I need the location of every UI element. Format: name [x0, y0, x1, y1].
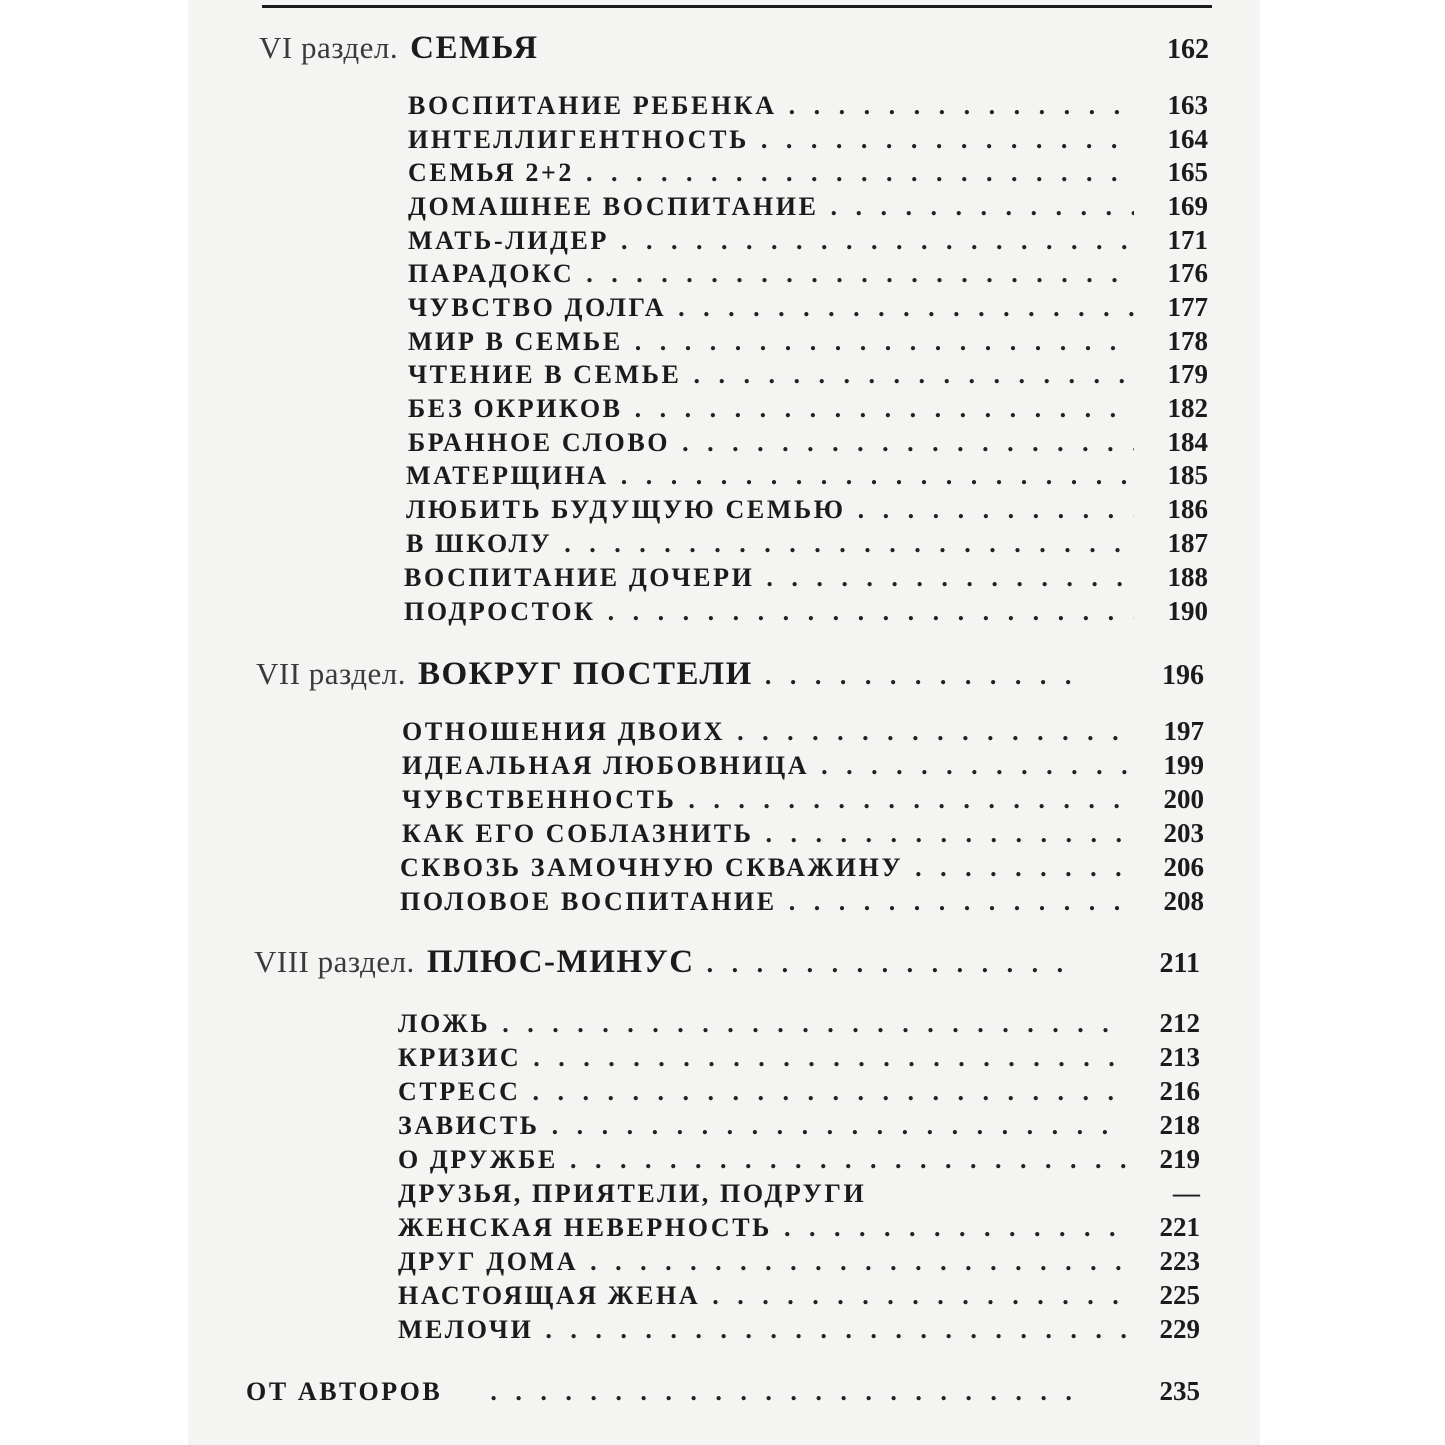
page-number: 178	[1167, 326, 1208, 356]
section-prefix: VI раздел.	[259, 30, 399, 65]
page-number: 216	[1159, 1076, 1200, 1106]
dot-leader	[590, 1247, 1126, 1277]
dot-leader	[533, 1077, 1127, 1107]
toc-entry	[406, 528, 1208, 560]
entry-title: СЕМЬЯ 2+2	[408, 158, 574, 187]
toc-entry	[408, 359, 1208, 391]
toc-entry-afterword	[246, 1376, 1200, 1408]
page-number: —	[1173, 1178, 1200, 1208]
page-number: 162	[1167, 34, 1209, 65]
toc-entry	[398, 1314, 1200, 1346]
toc-entry	[400, 886, 1204, 918]
entry-title: ДРУГ ДОМА	[398, 1247, 579, 1276]
page-number: 221	[1159, 1212, 1200, 1242]
dot-leader	[712, 1281, 1126, 1311]
page-number: 219	[1159, 1144, 1200, 1174]
dot-leader	[608, 597, 1134, 627]
dot-leader	[789, 887, 1130, 917]
entry-title: ЗАВИСТЬ	[398, 1111, 540, 1140]
toc-entry	[398, 1110, 1200, 1142]
dot-leader	[545, 1315, 1126, 1345]
toc-entry	[398, 1042, 1200, 1074]
toc-entry	[402, 818, 1204, 850]
entry-title: БЕЗ ОКРИКОВ	[408, 394, 623, 423]
page-number: 163	[1167, 90, 1208, 120]
toc-entry	[402, 784, 1204, 816]
entry-title: ПОДРОСТОК	[404, 597, 596, 626]
page-number: 187	[1167, 528, 1208, 558]
dot-leader	[821, 751, 1130, 781]
page-number: 206	[1163, 852, 1204, 882]
section-title: ВОКРУГ ПОСТЕЛИ	[417, 656, 753, 692]
page-number: 177	[1167, 292, 1208, 322]
toc-entry	[400, 852, 1204, 884]
entry-title: МАТЕРЩИНА	[406, 461, 609, 490]
dot-leader	[831, 192, 1134, 222]
dot-leader	[789, 91, 1134, 121]
dot-leader	[570, 1145, 1126, 1175]
dot-leader	[621, 461, 1134, 491]
section-heading	[259, 30, 1209, 70]
page-number: 197	[1163, 716, 1204, 746]
entry-title: ЛЮБИТЬ БУДУЩУЮ СЕМЬЮ	[406, 495, 846, 524]
dot-leader	[784, 1213, 1126, 1243]
section-heading	[256, 656, 1204, 696]
entry-title: МЕЛОЧИ	[398, 1315, 534, 1344]
dot-leader	[586, 259, 1134, 289]
entry-title: ОТНОШЕНИЯ ДВОИХ	[402, 717, 726, 746]
entry-title: КРИЗИС	[398, 1043, 522, 1072]
toc-entry	[408, 157, 1208, 189]
dot-leader	[737, 717, 1130, 747]
entry-title: БРАННОЕ СЛОВО	[408, 428, 671, 457]
page-number: 171	[1167, 225, 1208, 255]
page-number: 190	[1167, 596, 1208, 626]
page-number: 179	[1167, 359, 1208, 389]
entry-title: СКВОЗЬ ЗАМОЧНУЮ СКВАЖИНУ	[400, 853, 904, 882]
dot-leader	[635, 394, 1134, 424]
entry-title: ДОМАШНЕЕ ВОСПИТАНИЕ	[408, 192, 819, 221]
toc-entry	[406, 494, 1208, 526]
toc-entry	[398, 1212, 1200, 1244]
entry-title: ВОСПИТАНИЕ ДОЧЕРИ	[404, 563, 755, 592]
toc-entry	[404, 562, 1208, 594]
page-number: 223	[1159, 1246, 1200, 1276]
entry-title: ИДЕАЛЬНАЯ ЛЮБОВНИЦА	[402, 751, 810, 780]
entry-title: В ШКОЛУ	[406, 529, 553, 558]
dot-leader	[765, 661, 1084, 691]
toc-entry	[408, 292, 1208, 324]
toc-entry	[408, 90, 1208, 122]
toc-entry	[408, 191, 1208, 223]
entry-title: ЧУВСТВЕННОСТЬ	[402, 785, 677, 814]
page-number: 213	[1159, 1042, 1200, 1072]
entry-title: СТРЕСС	[398, 1077, 521, 1106]
dot-leader	[694, 360, 1135, 390]
section-title: ПЛЮС-МИНУС	[426, 944, 695, 980]
toc-entry	[398, 1246, 1200, 1278]
entry-title: ПАРАДОКС	[408, 259, 575, 288]
toc-entry	[398, 1076, 1200, 1108]
page-number: 165	[1167, 157, 1208, 187]
dot-leader	[502, 1009, 1126, 1039]
entry-title: МИР В СЕМЬЕ	[408, 327, 623, 356]
toc-entry	[398, 1280, 1200, 1312]
section-prefix: VIII раздел.	[254, 944, 415, 979]
page-number: 199	[1163, 750, 1204, 780]
top-rule	[262, 5, 1212, 8]
page-number: 225	[1159, 1280, 1200, 1310]
dot-leader	[533, 1043, 1126, 1073]
toc-entry	[398, 1178, 1200, 1210]
entry-title: ЛОЖЬ	[398, 1009, 491, 1038]
page-number: 208	[1163, 886, 1204, 916]
page-number: 176	[1167, 258, 1208, 288]
entry-title: ЧУВСТВО ДОЛГА	[408, 293, 667, 322]
dot-leader	[564, 529, 1134, 559]
page-number: 184	[1167, 427, 1208, 457]
entry-title: ИНТЕЛЛИГЕНТНОСТЬ	[408, 125, 749, 154]
dot-leader	[766, 563, 1134, 593]
dot-leader	[635, 327, 1134, 357]
dot-leader	[552, 1111, 1126, 1141]
entry-title: ЖЕНСКАЯ НЕВЕРНОСТЬ	[398, 1213, 772, 1242]
dot-leader	[707, 949, 1080, 979]
dot-leader	[915, 853, 1130, 883]
page-number: 196	[1162, 660, 1204, 691]
toc-entry	[408, 258, 1208, 290]
dot-leader	[678, 293, 1134, 323]
page-number: 185	[1167, 460, 1208, 490]
page-number: 212	[1159, 1008, 1200, 1038]
page-number: 203	[1163, 818, 1204, 848]
page-number: 164	[1167, 124, 1208, 154]
entry-title: КАК ЕГО СОБЛАЗНИТЬ	[402, 819, 754, 848]
entry-title: ОТ АВТОРОВ	[246, 1377, 443, 1406]
section-prefix: VII раздел.	[256, 656, 406, 691]
page-number: 218	[1159, 1110, 1200, 1140]
dot-leader	[766, 819, 1131, 849]
toc-entry	[404, 596, 1208, 628]
toc-entry	[398, 1008, 1200, 1040]
entry-title: ДРУЗЬЯ, ПРИЯТЕЛИ, ПОДРУГИ	[398, 1179, 867, 1208]
page-number: 235	[1159, 1376, 1200, 1406]
entry-title: ЧТЕНИЕ В СЕМЬЕ	[408, 360, 682, 389]
dot-leader	[682, 428, 1134, 458]
toc-entry	[408, 326, 1208, 358]
toc-entry	[408, 225, 1208, 257]
toc-entry	[406, 460, 1208, 492]
dot-leader	[761, 125, 1134, 155]
dot-leader	[490, 1377, 1080, 1407]
page-number: 182	[1167, 393, 1208, 423]
page-number: 211	[1159, 948, 1200, 979]
section-heading	[254, 944, 1200, 984]
section-title: СЕМЬЯ	[410, 30, 539, 66]
entry-title: НАСТОЯЩАЯ ЖЕНА	[398, 1281, 701, 1310]
entry-title: МАТЬ-ЛИДЕР	[408, 226, 609, 255]
dot-leader	[621, 226, 1134, 256]
dot-leader	[586, 158, 1134, 188]
page-number: 188	[1167, 562, 1208, 592]
toc-entry	[402, 716, 1204, 748]
entry-title: ПОЛОВОЕ ВОСПИТАНИЕ	[400, 887, 777, 916]
toc-entry	[408, 124, 1208, 156]
dot-leader	[858, 495, 1134, 525]
page-number: 200	[1163, 784, 1204, 814]
toc-entry	[408, 427, 1208, 459]
dot-leader	[688, 785, 1130, 815]
page-number: 229	[1159, 1314, 1200, 1344]
toc-entry	[408, 393, 1208, 425]
page-number: 186	[1167, 494, 1208, 524]
entry-title: ВОСПИТАНИЕ РЕБЕНКА	[408, 91, 777, 120]
entry-title: О ДРУЖБЕ	[398, 1145, 558, 1174]
page-number: 169	[1167, 191, 1208, 221]
toc-entry	[402, 750, 1204, 782]
toc-entry	[398, 1144, 1200, 1176]
